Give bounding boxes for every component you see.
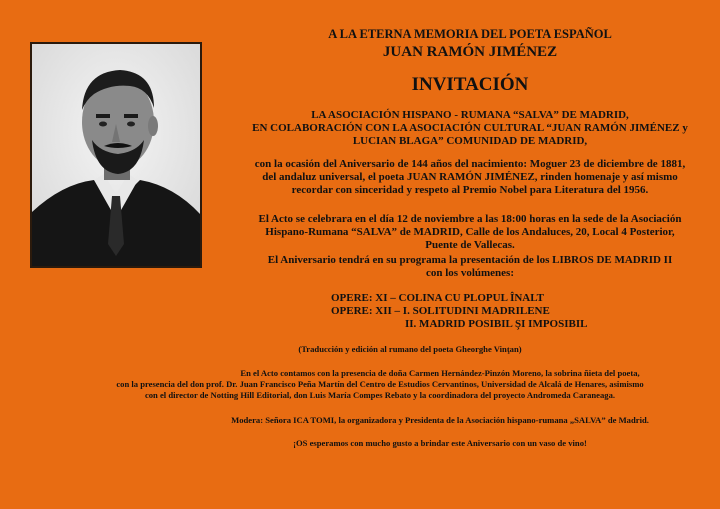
dedication-heading: A LA ETERNA MEMORIA DEL POETA ESPAÑOL (328, 27, 612, 41)
closing-line: ¡OS esperamos con mucho gusto a brindar este Aniversario con un vaso de vino! (293, 438, 587, 448)
announcement-line: del andaluz universal, el poeta JUAN RAMÓN JIMÉNEZ, rinden homenaje y así mismo (262, 171, 678, 183)
poet-name-heading: JUAN RAMÓN JIMÉNEZ (382, 44, 558, 60)
acto-line: con la presencia del don prof. Dr. Juan Francisco Peña Martín del Centro de Estudios Cervantinos, Universidad de Alcalá de Henares, asimismo (116, 379, 644, 389)
organizers-line: LUCIAN BLAGA” COMUNIDAD DE MADRID, (352, 135, 588, 147)
event-line: Hispano-Rumana “SALVA” de MADRID, Calle de los Andaluces, 20, Local 4 Posterior, (265, 226, 675, 238)
portrait-illustration (32, 44, 200, 266)
event-line: El Acto se celebrara en el día 12 de noviembre a las 18:00 horas en la sede de la Asociación (258, 213, 682, 225)
announcement-line: recordar con sinceridad y respeto al Premio Nobel para Literatura del 1956. (291, 184, 649, 196)
event-line: Puente de Vallecas. (425, 239, 515, 251)
organizers-line: LA ASOCIACIÓN HISPANO - RUMANA “SALVA” DE MADRID, (311, 109, 629, 121)
poet-portrait-photo (32, 44, 200, 266)
invitation-title: INVITACIÓN (411, 74, 529, 95)
volume-title: II. MADRID POSIBIL ŞI IMPOSIBIL (405, 318, 588, 330)
volume-title: OPERE: XII – I. SOLITUDINI MADRILENE (331, 305, 550, 317)
moderator-line: Modera: Señora ICA TOMI, la organizadora y Presidenta de la Asociación hispano-rumana „SALVA” de Madrid. (231, 415, 649, 425)
acto-line: con el director de Notting Hill Editorial, don Luis María Compes Rebato y la coordinadora del proyecto Andromeda Caraneaga. (144, 390, 616, 400)
volume-title: OPERE: XI – COLINA CU PLOPUL ÎNALT (331, 292, 544, 304)
organizers-line: EN COLABORACIÓN CON LA ASOCIACIÓN CULTURAL “JUAN RAMÓN JIMÉNEZ y (252, 122, 688, 134)
event-line: con los volúmenes: (426, 267, 514, 279)
announcement-line: con la ocasión del Aniversario de 144 años del nacimiento: Moguer 23 de diciembre de 1881, (254, 158, 686, 170)
event-line: El Aniversario tendrá en su programa la presentación de los LIBROS DE MADRID II (267, 254, 673, 266)
translation-note: (Traducción y edición al rumano del poeta Gheorghe Vinţan) (298, 344, 522, 354)
acto-line: En el Acto contamos con la presencia de doña Carmen Hernández-Pinzón Moreno, la sobrina ñieta del poeta, (240, 368, 640, 378)
